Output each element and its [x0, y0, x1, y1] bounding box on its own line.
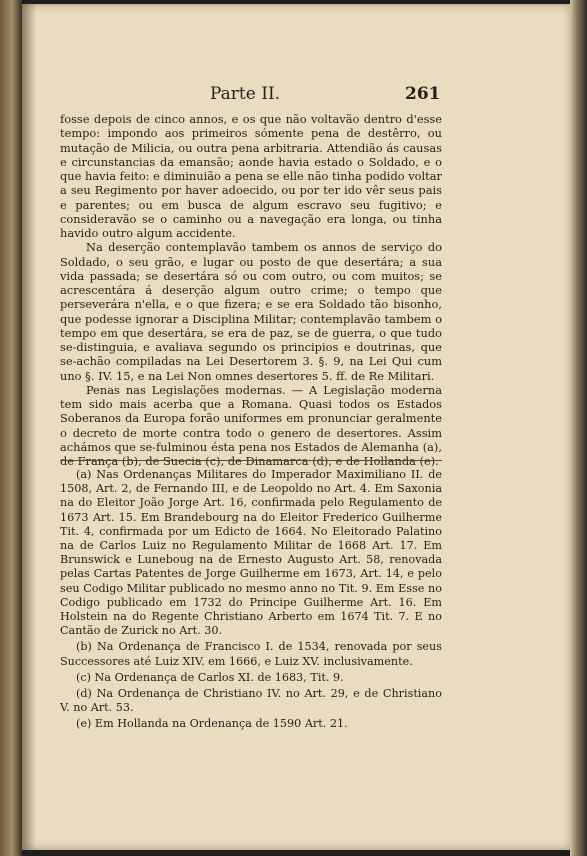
footnotes [60, 468, 442, 733]
previous-page-edge [0, 0, 22, 856]
page-number: 261 [405, 84, 441, 104]
paragraph: Penas nas Legislações modernas. — A Legislação moderna tem sido mais acerba que a Romana. Quasi todos os Estados Soberanos da Europa forão uniformes em pronunciar geralmente o decreto de morte contra todo o genero de desertores. Assim achámos que se-fulminou ésta pena nos Estados de Alemanha (a), de França (b), de Suecia (c), de Dinamarca (d), e de Hollanda (e). [60, 382, 442, 468]
page-stack-edge [570, 0, 587, 856]
footnote: (d) Na Ordenança de Christiano IV. no Art. 29, e de Christiano V. no Art. 53. [60, 687, 442, 715]
page-gutter-shadow [22, 4, 36, 850]
main-text [60, 112, 442, 468]
footnote: (a) Nas Ordenanças Militares do Imperador Maximiliano II. de 1508, Art. 2, de Fernando III, e de Leopoldo no Art. 4. Em Saxonia na do Eleitor João Jorge Art. 16, confirmada pelo Regulamento de 1673 Art. 15. Em Brandebourg na do Eleitor Frederico Guilherme Tit. 4, confirmada por um Edicto de 1664. No Eleitorado Palatino na de Carlos Luiz no Regulamento Militar de 1668 Art. 17. Em Brunswick e Luneboug na de Ernesto Augusto Art. 58, renovada pelas Cartas Patentes de Jorge Guilherme em 1673, Art. 14, e pelo seu Codigo Militar publicado no mesmo anno no Tit. 9. Em Esse no Codigo publicado em 1732 do Principe Guilherme Art. 16. Em Holstein na do Regente Christiano Arberto em 1674 Tit. 7. E no Cantão de Zurick no Art. 30. [60, 468, 442, 638]
paragraph: Na deserção contemplavão tambem os annos de serviço do Soldado, o seu grão, e lugar ou posto de que desertára; a sua vida passada; se desertára só ou com outro, ou com muitos; se acrescentára á deserção algum outro crime; o tempo que perseverára n'ella, e o que fizera; e se era Soldado tão bisonho, que podesse ignorar a Disciplina Militar; contemplavão tambem o tempo em que desertára, se era de paz, se de guerra, o que tudo se-distinguia, e avaliava segundo os principios e doutrinas, que se-achão compiladas na Lei Desertorem 3. §. 9, na Lei Qui cum uno §. IV. 15, e na Lei Non omnes desertores 5. ff. de Re Militari. [60, 240, 442, 383]
footnote: (c) Na Ordenança de Carlos XI. de 1683, Tit. 9. [76, 670, 344, 684]
page-header [210, 84, 460, 110]
running-title: Parte II. [210, 84, 281, 104]
paragraph: fosse depois de cinco annos, e os que não voltavão dentro d'esse tempo: impondo aos primeiros sómente pena de destêrro, ou mutação de Milicia, ou outra pena arbitraria. Attendião ás causas e circunstancias da emansão; aonde havia estado o Soldado, e o que havia feito: e diminuião a pena se elle não tinha podido voltar a seu Regimento por haver adoecido, ou por ter ido vêr seus pais e parentes; ou em busca de algum escravo seu fugitivo; e consideravão se o caminho ou a navegação era longa, ou tinha havido outro algum accidente. [60, 112, 442, 240]
footnote-divider [60, 460, 442, 461]
footnote: (e) Em Hollanda na Ordenança de 1590 Art. 21. [76, 717, 348, 731]
footnote: (b) Na Ordenança de Francisco I. de 1534, renovada por seus Successores até Luiz XIV. em 1666, e Luiz XV. inclusivamente. [60, 640, 442, 668]
